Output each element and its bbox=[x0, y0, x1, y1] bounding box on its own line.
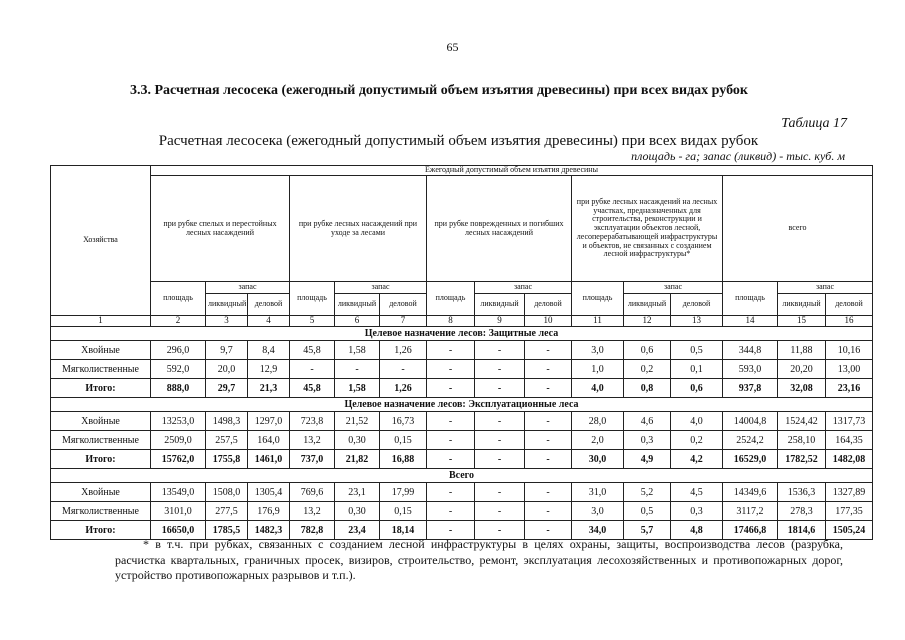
table-cell: 1297,0 bbox=[248, 412, 290, 431]
table-cell: 258,10 bbox=[778, 431, 826, 450]
table-cell: 0,5 bbox=[671, 341, 723, 360]
table-cell: 1505,24 bbox=[826, 521, 873, 540]
table-cell: 45,8 bbox=[290, 341, 335, 360]
header-area: площадь bbox=[723, 282, 778, 316]
table-cell: 1,58 bbox=[335, 379, 380, 398]
table-cell: 1536,3 bbox=[778, 483, 826, 502]
table-cell: 1,26 bbox=[380, 341, 427, 360]
section-row bbox=[51, 398, 873, 412]
table-cell: 10,16 bbox=[826, 341, 873, 360]
table-cell: 1782,52 bbox=[778, 450, 826, 469]
table-cell: 769,6 bbox=[290, 483, 335, 502]
section-title: Целевое назначение лесов: Защитные леса bbox=[51, 327, 873, 341]
table-cell: 1482,3 bbox=[248, 521, 290, 540]
table-cell: 0,6 bbox=[624, 341, 671, 360]
table-cell: 3117,2 bbox=[723, 502, 778, 521]
table-cell: - bbox=[475, 521, 525, 540]
table-cell: 13253,0 bbox=[151, 412, 206, 431]
table-cell: - bbox=[525, 341, 572, 360]
table-cell: 0,3 bbox=[671, 502, 723, 521]
header-farm: Хозяйства bbox=[51, 166, 151, 316]
table-cell: - bbox=[475, 412, 525, 431]
table-cell: - bbox=[475, 450, 525, 469]
header-area: площадь bbox=[290, 282, 335, 316]
table-cell: 0,2 bbox=[671, 431, 723, 450]
table-cell: 16650,0 bbox=[151, 521, 206, 540]
header-group-total: всего bbox=[723, 176, 873, 282]
column-number: 6 bbox=[335, 316, 380, 327]
table-cell: 4,5 bbox=[671, 483, 723, 502]
table-cell: 1,26 bbox=[380, 379, 427, 398]
header-stock: запас bbox=[475, 282, 572, 294]
row-label: Мягколиственные bbox=[51, 360, 151, 379]
table-cell: 278,3 bbox=[778, 502, 826, 521]
table-row bbox=[51, 412, 873, 431]
row-label: Итого: bbox=[51, 521, 151, 540]
table-cell: 592,0 bbox=[151, 360, 206, 379]
table-cell: - bbox=[525, 379, 572, 398]
table-title: Расчетная лесосека (ежегодный допустимый объем изъятия древесины) при всех видах рубок bbox=[158, 133, 759, 149]
table-cell: 14004,8 bbox=[723, 412, 778, 431]
table-cell: 13,2 bbox=[290, 502, 335, 521]
table-cell: 31,0 bbox=[572, 483, 624, 502]
table-cell: 0,8 bbox=[624, 379, 671, 398]
table-cell: 1305,4 bbox=[248, 483, 290, 502]
table-cell: 13,2 bbox=[290, 431, 335, 450]
section-title: Целевое назначение лесов: Эксплуатационные леса bbox=[51, 398, 873, 412]
table-cell: 29,7 bbox=[206, 379, 248, 398]
table-cell: 32,08 bbox=[778, 379, 826, 398]
header-business: деловой bbox=[826, 294, 873, 316]
table-cell: 1814,6 bbox=[778, 521, 826, 540]
table-row bbox=[51, 360, 873, 379]
table-cell: 176,9 bbox=[248, 502, 290, 521]
header-area: площадь bbox=[151, 282, 206, 316]
table-cell: 4,6 bbox=[624, 412, 671, 431]
column-number: 8 bbox=[427, 316, 475, 327]
table-cell: - bbox=[290, 360, 335, 379]
column-number: 5 bbox=[290, 316, 335, 327]
table-cell: 12,9 bbox=[248, 360, 290, 379]
table-row bbox=[51, 431, 873, 450]
table-cell: 15762,0 bbox=[151, 450, 206, 469]
table-cell: 2509,0 bbox=[151, 431, 206, 450]
table-cell: 0,15 bbox=[380, 431, 427, 450]
table-cell: 593,0 bbox=[723, 360, 778, 379]
table-cell: 0,30 bbox=[335, 502, 380, 521]
header-stock: запас bbox=[624, 282, 723, 294]
table-row bbox=[51, 341, 873, 360]
table-cell: 0,1 bbox=[671, 360, 723, 379]
table-cell: 18,14 bbox=[380, 521, 427, 540]
column-number: 2 bbox=[151, 316, 206, 327]
row-label: Мягколиственные bbox=[51, 502, 151, 521]
row-label: Мягколиственные bbox=[51, 431, 151, 450]
column-number: 15 bbox=[778, 316, 826, 327]
header-business: деловой bbox=[671, 294, 723, 316]
table-cell: 0,30 bbox=[335, 431, 380, 450]
table-cell: 5,2 bbox=[624, 483, 671, 502]
table-cell: - bbox=[335, 360, 380, 379]
table-cell: - bbox=[525, 483, 572, 502]
table-cell: 723,8 bbox=[290, 412, 335, 431]
table-cell: 1482,08 bbox=[826, 450, 873, 469]
section-heading: 3.3. Расчетная лесосека (ежегодный допустимый объем изъятия древесины) при всех видах рубок bbox=[130, 83, 748, 98]
table-cell: 34,0 bbox=[572, 521, 624, 540]
table-cell: - bbox=[427, 483, 475, 502]
header-group-damaged: при рубке поврежденных и погибших лесных насаждений bbox=[427, 176, 572, 282]
header-group-mature: при рубке спелых и перестойных лесных насаждений bbox=[151, 176, 290, 282]
page-number: 65 bbox=[446, 40, 459, 54]
header-group-title: Ежегодный допустимый объем изъятия древесины bbox=[151, 166, 873, 176]
table-cell: 1508,0 bbox=[206, 483, 248, 502]
table-cell: - bbox=[427, 521, 475, 540]
table-cell: - bbox=[475, 431, 525, 450]
row-label: Итого: bbox=[51, 450, 151, 469]
table-cell: 17466,8 bbox=[723, 521, 778, 540]
table-cell: 28,0 bbox=[572, 412, 624, 431]
header-liquid: ликвидный bbox=[624, 294, 671, 316]
table-label: Таблица 17 bbox=[781, 116, 847, 131]
table-cell: 21,52 bbox=[335, 412, 380, 431]
table-row bbox=[51, 502, 873, 521]
table-cell: - bbox=[427, 502, 475, 521]
table-cell: - bbox=[525, 450, 572, 469]
header-group-thinning: при рубке лесных насаждений при уходе за лесами bbox=[290, 176, 427, 282]
section-row bbox=[51, 469, 873, 483]
table-cell: 4,2 bbox=[671, 450, 723, 469]
column-number: 9 bbox=[475, 316, 525, 327]
table-cell: - bbox=[475, 483, 525, 502]
header-stock: запас bbox=[778, 282, 873, 294]
table-cell: 16529,0 bbox=[723, 450, 778, 469]
table-cell: 20,20 bbox=[778, 360, 826, 379]
row-label: Хвойные bbox=[51, 483, 151, 502]
header-stock: запас bbox=[206, 282, 290, 294]
table-cell: - bbox=[525, 431, 572, 450]
header-liquid: ликвидный bbox=[475, 294, 525, 316]
table-cell: 1785,5 bbox=[206, 521, 248, 540]
table-cell: 20,0 bbox=[206, 360, 248, 379]
table-cell: - bbox=[427, 360, 475, 379]
table-cell: 30,0 bbox=[572, 450, 624, 469]
header-liquid: ликвидный bbox=[206, 294, 248, 316]
header-liquid: ликвидный bbox=[335, 294, 380, 316]
table-cell: 23,1 bbox=[335, 483, 380, 502]
column-number: 16 bbox=[826, 316, 873, 327]
table-cell: 11,88 bbox=[778, 341, 826, 360]
table-cell: 17,99 bbox=[380, 483, 427, 502]
table-cell: 1461,0 bbox=[248, 450, 290, 469]
table-cell: - bbox=[427, 431, 475, 450]
table-cell: 1524,42 bbox=[778, 412, 826, 431]
table-cell: 2524,2 bbox=[723, 431, 778, 450]
table-cell: 16,73 bbox=[380, 412, 427, 431]
column-number: 11 bbox=[572, 316, 624, 327]
table-cell: 737,0 bbox=[290, 450, 335, 469]
table-cell: 23,4 bbox=[335, 521, 380, 540]
header-liquid: ликвидный bbox=[778, 294, 826, 316]
table-cell: 4,0 bbox=[671, 412, 723, 431]
table-cell: 0,5 bbox=[624, 502, 671, 521]
table-cell: 937,8 bbox=[723, 379, 778, 398]
table-cell: 21,82 bbox=[335, 450, 380, 469]
table-cell: - bbox=[475, 379, 525, 398]
table-cell: 164,0 bbox=[248, 431, 290, 450]
table-cell: 0,15 bbox=[380, 502, 427, 521]
footnote bbox=[115, 537, 843, 584]
table-cell: - bbox=[427, 341, 475, 360]
table-cell: 9,7 bbox=[206, 341, 248, 360]
column-number: 4 bbox=[248, 316, 290, 327]
table-cell: 177,35 bbox=[826, 502, 873, 521]
total-row bbox=[51, 450, 873, 469]
table-cell: 13,00 bbox=[826, 360, 873, 379]
table-cell: 888,0 bbox=[151, 379, 206, 398]
table-cell: 782,8 bbox=[290, 521, 335, 540]
table-cell: 277,5 bbox=[206, 502, 248, 521]
table-cell: 0,2 bbox=[624, 360, 671, 379]
table-cell: 0,6 bbox=[671, 379, 723, 398]
table-cell: 13549,0 bbox=[151, 483, 206, 502]
table-cell: 1,58 bbox=[335, 341, 380, 360]
table-cell: 1755,8 bbox=[206, 450, 248, 469]
table-cell: 21,3 bbox=[248, 379, 290, 398]
table-cell: - bbox=[427, 450, 475, 469]
table-row bbox=[51, 483, 873, 502]
table-cell: - bbox=[427, 379, 475, 398]
table-cell: 3,0 bbox=[572, 502, 624, 521]
table-cell: - bbox=[525, 521, 572, 540]
row-label: Хвойные bbox=[51, 341, 151, 360]
table-cell: 2,0 bbox=[572, 431, 624, 450]
table-cell: 5,7 bbox=[624, 521, 671, 540]
table-cell: - bbox=[525, 360, 572, 379]
table-cell: 45,8 bbox=[290, 379, 335, 398]
column-number: 3 bbox=[206, 316, 248, 327]
table-cell: 4,9 bbox=[624, 450, 671, 469]
row-label: Итого: bbox=[51, 379, 151, 398]
table-cell: 23,16 bbox=[826, 379, 873, 398]
table-cell: - bbox=[475, 360, 525, 379]
table-cell: 164,35 bbox=[826, 431, 873, 450]
column-number: 14 bbox=[723, 316, 778, 327]
section-title: Всего bbox=[51, 469, 873, 483]
table-cell: 3101,0 bbox=[151, 502, 206, 521]
table-cell: 14349,6 bbox=[723, 483, 778, 502]
table-cell: 1317,73 bbox=[826, 412, 873, 431]
table-cell: - bbox=[525, 412, 572, 431]
column-number: 10 bbox=[525, 316, 572, 327]
table-cell: 8,4 bbox=[248, 341, 290, 360]
column-number: 12 bbox=[624, 316, 671, 327]
table-cell: 4,0 bbox=[572, 379, 624, 398]
header-business: деловой bbox=[380, 294, 427, 316]
header-stock: запас bbox=[335, 282, 427, 294]
table-cell: - bbox=[475, 502, 525, 521]
table-cell: 344,8 bbox=[723, 341, 778, 360]
table-cell: 0,3 bbox=[624, 431, 671, 450]
table-cell: - bbox=[380, 360, 427, 379]
table-cell: - bbox=[427, 412, 475, 431]
row-label: Хвойные bbox=[51, 412, 151, 431]
header-group-infrastructure: при рубке лесных насаждений на лесных участках, предназначенных для строительства, реконструкции и эксплуатации объектов лесной, лесоперерабатывающей инфраструктуры и объектов, не связанных с созданием лесной инфраструктуры* bbox=[572, 176, 723, 282]
units-caption: площадь - га; запас (ликвид) - тыс. куб. м bbox=[631, 149, 845, 163]
table-cell: 16,88 bbox=[380, 450, 427, 469]
table-cell: 4,8 bbox=[671, 521, 723, 540]
allowable-cut-table bbox=[50, 165, 873, 540]
table-cell: 296,0 bbox=[151, 341, 206, 360]
table-cell: 3,0 bbox=[572, 341, 624, 360]
header-business: деловой bbox=[248, 294, 290, 316]
column-number: 1 bbox=[51, 316, 151, 327]
header-business: деловой bbox=[525, 294, 572, 316]
header-area: площадь bbox=[572, 282, 624, 316]
header-area: площадь bbox=[427, 282, 475, 316]
column-number: 7 bbox=[380, 316, 427, 327]
footnote-text: * в т.ч. при рубках, связанных с созданием лесной инфраструктуры в целях охраны, защиты, воспроизводства лесов (разрубка, расчистка квартальных, граничных просек, визиров, строительство, ремонт, эксплуатация лесохозяйственных и противопожарных дорог, устройство противопожарных разрывов и т.п.). bbox=[115, 537, 843, 583]
column-number: 13 bbox=[671, 316, 723, 327]
table-cell: - bbox=[475, 341, 525, 360]
total-row bbox=[51, 379, 873, 398]
table-cell: 1,0 bbox=[572, 360, 624, 379]
section-row bbox=[51, 327, 873, 341]
table-cell: - bbox=[525, 502, 572, 521]
table-cell: 1327,89 bbox=[826, 483, 873, 502]
table-cell: 257,5 bbox=[206, 431, 248, 450]
table-cell: 1498,3 bbox=[206, 412, 248, 431]
